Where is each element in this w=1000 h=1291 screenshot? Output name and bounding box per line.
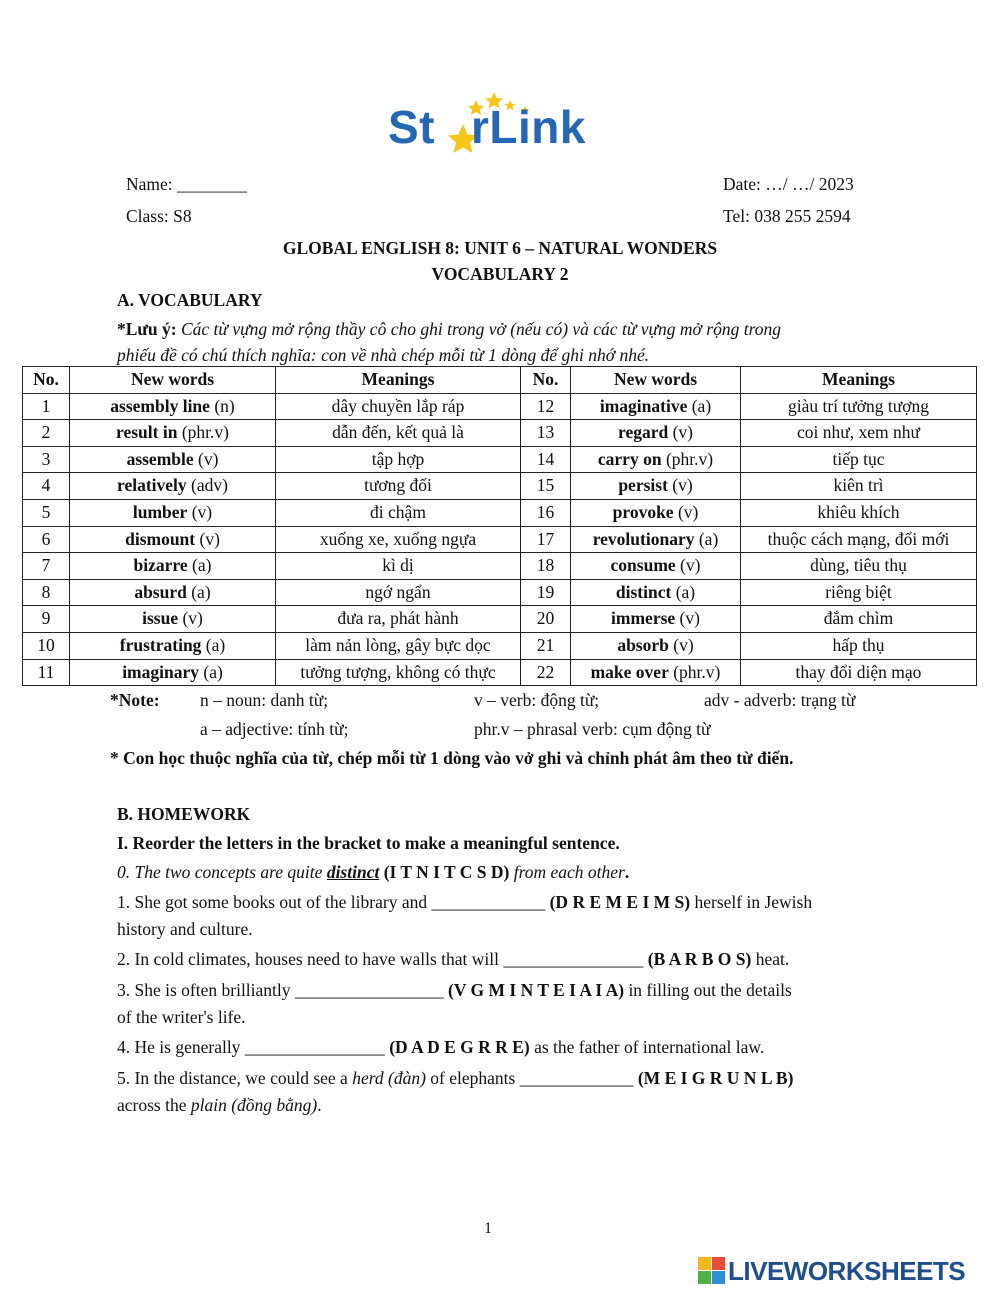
cell-new-word <box>571 606 741 633</box>
q1-post: herself in Jewish <box>690 892 813 912</box>
pos-text: (a) <box>671 581 696 602</box>
word-text: bizarre <box>133 555 188 576</box>
cell-meaning <box>276 393 521 420</box>
cell-new-word <box>70 393 276 420</box>
meaning-text: tập hợp <box>371 448 425 469</box>
logo-wordmark <box>388 101 586 153</box>
meaning-text: kiên trì <box>833 475 884 496</box>
word-text: dismount <box>125 528 196 549</box>
liveworksheets-brand <box>698 1256 998 1286</box>
note-adjective: a – adjective: tính từ; <box>200 719 349 739</box>
meaning-text: xuống xe, xuống ngựa <box>319 528 477 549</box>
cell-new-word <box>571 632 741 659</box>
section-a-heading: A. VOCABULARY <box>117 290 263 310</box>
q5-mid: of elephants _____________ <box>425 1068 638 1088</box>
table-row <box>23 473 977 500</box>
cell-new-word <box>571 553 741 580</box>
cell-no <box>23 473 70 500</box>
header-new-words: New words <box>70 367 276 394</box>
meaning-text: đưa ra, phát hành <box>337 608 459 629</box>
cell-meaning <box>276 553 521 580</box>
q4-pre: 4. He is generally ________________ <box>117 1037 390 1057</box>
note-phrasal-verb: phr.v – phrasal verb: cụm động từ <box>474 719 711 739</box>
cell-meaning <box>276 606 521 633</box>
q3-letters: (V G M I N T E I A I A) <box>448 980 625 1000</box>
pos-text: (v) <box>675 555 701 576</box>
no-text: 5 <box>41 502 51 523</box>
vocab-note-label: *Lưu ý: <box>117 319 177 339</box>
table-row <box>23 632 977 659</box>
note-adverb: adv - adverb: trạng từ <box>704 690 856 710</box>
meaning-text: ngớ ngẩn <box>365 581 431 602</box>
worksheet-subtitle: VOCABULARY 2 <box>431 264 569 284</box>
cell-no <box>23 579 70 606</box>
pos-text: (a) <box>186 581 211 602</box>
pos-text: (v) <box>667 475 693 496</box>
word-text: immerse <box>611 608 676 629</box>
homework-task: I. Reorder the letters in the bracket to make a meaningful sentence. <box>117 833 620 853</box>
cell-meaning <box>741 606 977 633</box>
section-b-heading: B. HOMEWORK <box>117 804 251 824</box>
starlink-logo <box>388 86 608 158</box>
meaning-text: riêng biệt <box>825 581 892 602</box>
word-text: absurd <box>134 581 187 602</box>
table-row <box>23 446 977 473</box>
cell-meaning <box>741 579 977 606</box>
cell-meaning <box>276 659 521 686</box>
no-text: 22 <box>536 661 555 682</box>
meaning-text: kì dị <box>382 555 414 576</box>
pos-text: (phr.v) <box>668 661 721 682</box>
no-text: 12 <box>536 395 555 416</box>
pos-text: (n) <box>209 395 235 416</box>
cell-new-word <box>70 499 276 526</box>
cell-new-word <box>571 659 741 686</box>
word-text: carry on <box>597 448 662 469</box>
pos-text: (v) <box>668 634 694 655</box>
word-text: regard <box>618 422 669 443</box>
cell-new-word <box>70 632 276 659</box>
word-text: absorb <box>617 634 669 655</box>
cell-new-word <box>70 420 276 447</box>
q5-line2-end: . <box>317 1095 322 1115</box>
meaning-text: đắm chìm <box>823 608 894 629</box>
vocab-note-text-1: Các từ vựng mở rộng thầy cô cho ghi trong vở (nếu có) và các từ vựng mở rộng trong <box>180 319 781 339</box>
cell-meaning <box>276 446 521 473</box>
cell-no <box>521 659 571 686</box>
header-meanings: Meanings <box>741 367 977 394</box>
cell-no <box>23 632 70 659</box>
header-meanings: Meanings <box>276 367 521 394</box>
no-text: 6 <box>41 528 51 549</box>
cell-no <box>23 499 70 526</box>
word-text: revolutionary <box>592 528 695 549</box>
question-4 <box>117 1034 907 1061</box>
header-no: No. <box>23 367 70 394</box>
cell-new-word <box>571 579 741 606</box>
pos-text: (a) <box>687 395 712 416</box>
pos-text: (a) <box>201 634 226 655</box>
q1-pre: 1. She got some books out of the library and _____________ <box>117 892 550 912</box>
q4-letters: (D A D E G R R E) <box>389 1037 530 1057</box>
cell-meaning <box>741 393 977 420</box>
example-post: from each other <box>513 862 625 882</box>
word-text: persist <box>618 475 668 496</box>
cell-no <box>23 659 70 686</box>
cell-meaning <box>276 526 521 553</box>
pos-text: (v) <box>195 528 220 549</box>
cell-no <box>23 526 70 553</box>
example-answer: distinct <box>326 862 380 882</box>
word-text: make over <box>590 661 669 682</box>
pos-text: (adv) <box>186 475 228 496</box>
no-text: 9 <box>41 608 51 629</box>
cell-no <box>23 393 70 420</box>
meaning-text: thuộc cách mạng, đổi mới <box>767 528 950 549</box>
q4-post: as the father of international law. <box>529 1037 765 1057</box>
cell-no <box>521 606 571 633</box>
meaning-text: tương đối <box>364 475 432 496</box>
table-row <box>23 393 977 420</box>
worksheet-title: GLOBAL ENGLISH 8: UNIT 6 – NATURAL WONDERS <box>282 238 718 258</box>
vocab-note-text-2: phiếu đề có chú thích nghĩa: con về nhà chép mỗi từ 1 dòng để ghi nhớ nhé. <box>117 345 650 365</box>
cell-meaning <box>741 659 977 686</box>
example-letters: (I T N I T C S D) <box>379 862 514 882</box>
cell-new-word <box>70 606 276 633</box>
word-text: distinct <box>615 581 672 602</box>
table-row <box>23 526 977 553</box>
q5-herd: herd (đàn) <box>352 1068 426 1088</box>
table-row <box>23 659 977 686</box>
no-text: 14 <box>536 448 555 469</box>
table-row <box>23 579 977 606</box>
q2-post: heat. <box>751 949 790 969</box>
cell-no <box>521 473 571 500</box>
cell-no <box>23 420 70 447</box>
cell-meaning <box>276 632 521 659</box>
meaning-text: thay đổi diện mạo <box>795 661 922 682</box>
cell-no <box>521 499 571 526</box>
cell-meaning <box>741 473 977 500</box>
no-text: 20 <box>536 608 555 629</box>
meaning-text: giàu trí tưởng tượng <box>787 395 929 416</box>
q1-line2: history and culture. <box>117 919 253 939</box>
cell-no <box>521 579 571 606</box>
cell-meaning <box>741 499 977 526</box>
table-row <box>23 553 977 580</box>
cell-new-word <box>70 526 276 553</box>
word-text: imaginative <box>599 395 688 416</box>
word-text: assembly line <box>110 395 210 416</box>
meaning-text: tưởng tượng, không có thực <box>300 661 496 682</box>
study-instruction: * Con học thuộc nghĩa của từ, chép mỗi từ 1 dòng vào vở ghi và chỉnh phát âm theo từ điển. <box>110 748 794 768</box>
cell-new-word <box>571 420 741 447</box>
word-text: relatively <box>117 475 187 496</box>
cell-meaning <box>741 446 977 473</box>
question-3 <box>117 977 907 1031</box>
note-noun: n – noun: danh từ; <box>200 690 329 710</box>
cell-no <box>23 606 70 633</box>
meaning-text: tiếp tục <box>832 448 885 469</box>
q5-plain: plain (đồng bằng) <box>190 1095 318 1115</box>
cell-new-word <box>70 579 276 606</box>
pos-text: (v) <box>187 502 213 523</box>
table-row <box>23 606 977 633</box>
cell-new-word <box>571 526 741 553</box>
word-text: lumber <box>132 502 188 523</box>
no-text: 16 <box>536 502 555 523</box>
pos-text: (v) <box>178 608 203 629</box>
logo-text-suffix: rLink <box>471 101 586 153</box>
no-text: 17 <box>536 528 555 549</box>
example-end: . <box>624 862 630 882</box>
meaning-text: dẫn đến, kết quả là <box>332 422 464 443</box>
liveworksheets-logo-icon <box>698 1257 726 1285</box>
q2-letters: (B A R B O S) <box>647 949 752 969</box>
date-field: Date: …/ …/ 2023 <box>723 174 854 194</box>
q3-pre: 3. She is often brilliantly _________________ <box>117 980 449 1000</box>
pos-text: (a) <box>694 528 719 549</box>
table-row <box>23 499 977 526</box>
q3-post: in filling out the details <box>624 980 792 1000</box>
cell-meaning <box>741 420 977 447</box>
pos-text: (a) <box>199 661 223 682</box>
no-text: 7 <box>41 555 51 576</box>
no-text: 1 <box>41 395 51 416</box>
note-label: *Note: <box>110 690 160 710</box>
q5-line2-pre: across the <box>117 1095 191 1115</box>
meaning-text: dùng, tiêu thụ <box>810 555 907 576</box>
question-1 <box>117 889 907 943</box>
meaning-text: khiêu khích <box>817 502 900 523</box>
pos-text: (v) <box>668 422 693 443</box>
cell-no <box>23 553 70 580</box>
cell-meaning <box>741 632 977 659</box>
cell-no <box>521 526 571 553</box>
no-text: 11 <box>37 661 55 682</box>
cell-no <box>521 553 571 580</box>
no-text: 15 <box>536 475 555 496</box>
cell-new-word <box>571 499 741 526</box>
meaning-text: đi chậm <box>370 502 426 523</box>
cell-meaning <box>276 499 521 526</box>
cell-meaning <box>276 579 521 606</box>
page-number: 1 <box>484 1220 492 1237</box>
tel-field: Tel: 038 255 2594 <box>723 206 851 226</box>
cell-no <box>23 446 70 473</box>
question-2 <box>117 946 907 973</box>
cell-no <box>521 393 571 420</box>
cell-new-word <box>70 553 276 580</box>
pos-text: (v) <box>675 608 700 629</box>
header-no: No. <box>521 367 571 394</box>
word-text: assemble <box>126 448 194 469</box>
word-text: frustrating <box>119 634 202 655</box>
word-text: provoke <box>612 502 674 523</box>
cell-meaning <box>741 553 977 580</box>
pos-text: (phr.v) <box>661 448 714 469</box>
pos-text: (phr.v) <box>177 422 229 443</box>
cell-no <box>521 446 571 473</box>
cell-meaning <box>741 526 977 553</box>
cell-no <box>521 632 571 659</box>
no-text: 2 <box>41 422 51 443</box>
word-text: consume <box>610 555 676 576</box>
cell-new-word <box>571 473 741 500</box>
example-pre: 0. The two concepts are quite <box>117 862 327 882</box>
example-sentence <box>117 859 907 886</box>
meaning-text: dây chuyền lắp ráp <box>331 395 465 416</box>
name-field: Name: ________ <box>126 174 248 194</box>
cell-new-word <box>571 393 741 420</box>
q5-pre: 5. In the distance, we could see a <box>117 1068 353 1088</box>
meaning-text: làm nản lòng, gây bực dọc <box>305 634 491 655</box>
no-text: 13 <box>536 422 555 443</box>
class-field: Class: S8 <box>126 206 192 226</box>
pos-text: (v) <box>193 448 219 469</box>
word-text: issue <box>142 608 179 629</box>
cell-new-word <box>70 473 276 500</box>
no-text: 19 <box>536 581 555 602</box>
word-text: imaginary <box>122 661 199 682</box>
q3-line2: of the writer's life. <box>117 1007 246 1027</box>
no-text: 10 <box>37 634 55 655</box>
no-text: 4 <box>41 475 51 496</box>
meaning-text: hấp thụ <box>832 634 885 655</box>
no-text: 3 <box>41 448 51 469</box>
q2-pre: 2. In cold climates, houses need to have walls that will ________________ <box>117 949 648 969</box>
header-new-words: New words <box>571 367 741 394</box>
cell-meaning <box>276 473 521 500</box>
question-5 <box>117 1065 907 1119</box>
no-text: 21 <box>536 634 555 655</box>
pos-text: (a) <box>187 555 212 576</box>
cell-meaning <box>276 420 521 447</box>
liveworksheets-wordmark: LIVEWORKSHEETS <box>728 1256 966 1286</box>
no-text: 8 <box>41 581 51 602</box>
note-verb: v – verb: động từ; <box>474 690 600 710</box>
no-text: 18 <box>536 555 555 576</box>
word-text: result in <box>116 422 178 443</box>
cell-new-word <box>70 659 276 686</box>
pos-text: (v) <box>673 502 699 523</box>
vocab-note <box>117 316 917 368</box>
q1-letters: (D R E M E I M S) <box>549 892 691 912</box>
cell-new-word <box>70 446 276 473</box>
table-header-row <box>23 367 977 394</box>
cell-new-word <box>571 446 741 473</box>
q5-letters: (M E I G R U N L B) <box>637 1068 794 1088</box>
vocabulary-table <box>22 366 977 686</box>
logo-text-prefix: St <box>388 101 435 153</box>
meaning-text: coi như, xem như <box>797 422 920 443</box>
cell-no <box>521 420 571 447</box>
table-row <box>23 420 977 447</box>
